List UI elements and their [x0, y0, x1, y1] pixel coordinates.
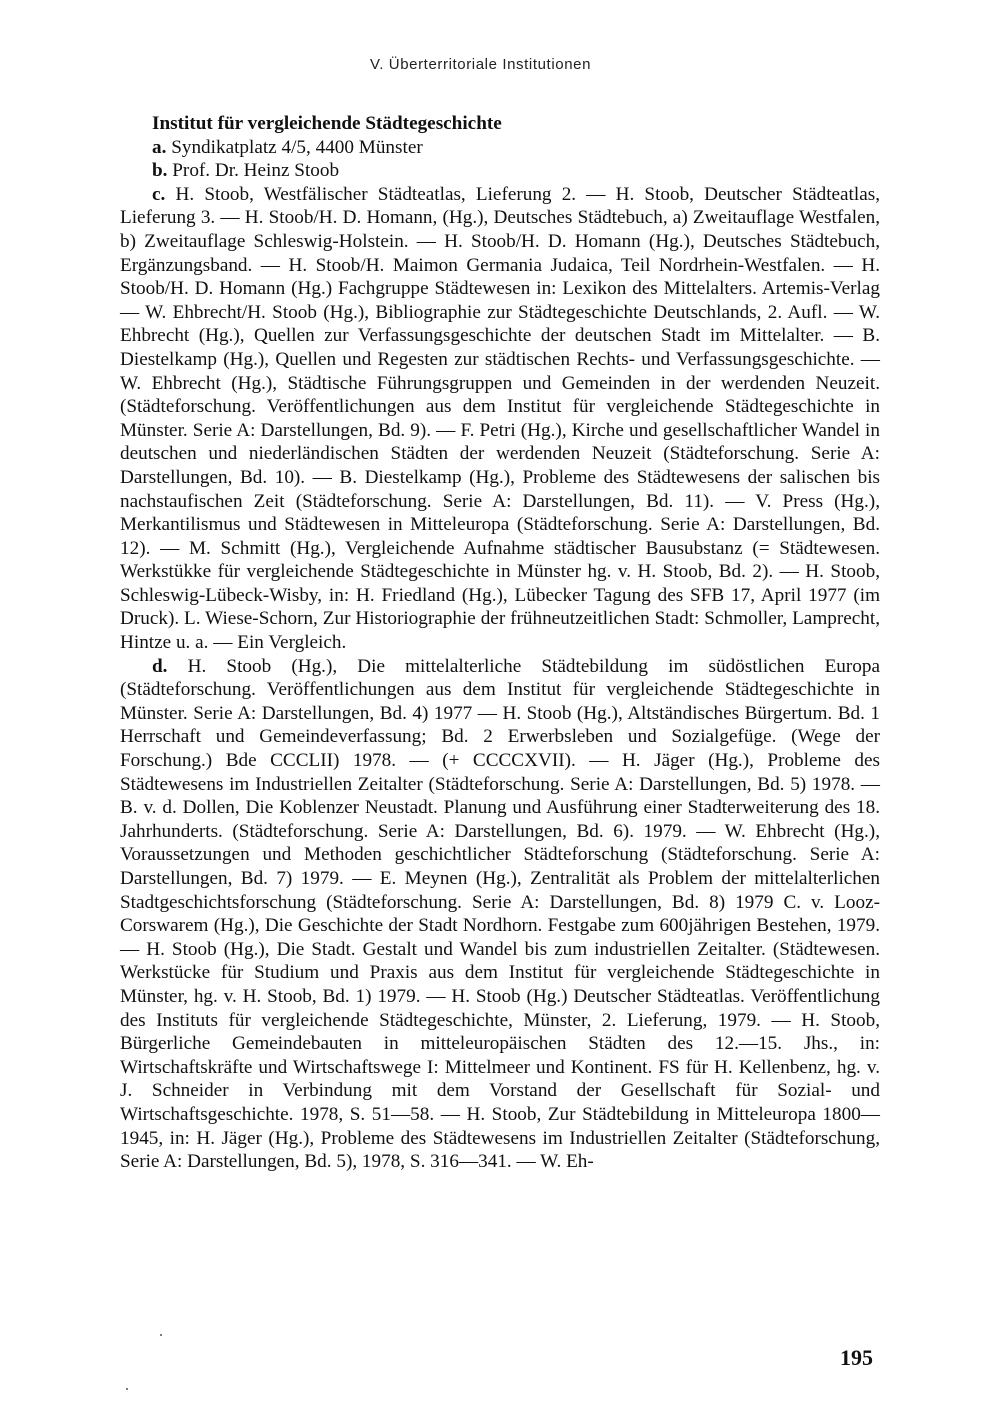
- print-speck: [126, 1388, 128, 1390]
- item-label-c: c.: [152, 183, 166, 205]
- item-label-d: d.: [152, 655, 168, 677]
- director-text: Prof. Dr. Heinz Stoob: [172, 160, 340, 182]
- publications-text: H. Stoob (Hg.), Die mittelalterliche Städtebildung im südöstlichen Europa (Städteforschung. Veröffentlichungen aus dem Institut für vergleichende Städtegeschichte in Münster. Serie A: Darstellungen, Bd. 4) 1977 — H. Stoob (Hg.), Altständisches Bürgertum. Bd. 1 Herrschaft und Gemeindeverfassung; Bd. 2 Erwerbsleben und Sozialgefüge. (Wege der Forschung.) Bde CCCLII) 1978. — (+ CCCCXVII). — H. Jäger (Hg.), Probleme des Städtewesens im Industriellen Zeitalter (Städteforschung. Serie A: Darstellungen, Bd. 5) 1978. — B. v. d. Dollen, Die Koblenzer Neustadt. Planung und Ausführung einer Stadterweiterung des 18. Jahrhunderts. (Städteforschung. Serie A: Darstellungen, Bd. 6). 1979. — W. Ehbrecht (Hg.), Voraussetzungen und Methoden geschichtlicher Städteforschung (Städteforschung. Serie A: Darstellungen, Bd. 7) 1979. — E. Meynen (Hg.), Zentralität als Problem der mittelalterlichen Stadtgeschichtsforschung (Städteforschung. Serie A: Darstellungen, Bd. 8) 1979 C. v. Looz-Corswarem (Hg.), Die Geschichte der Stadt Nordhorn. Festgabe zum 600jährigen Bestehen, 1979. — H. Stoob (Hg.), Die Stadt. Gestalt und Wandel bis zum industriellen Zeitalter. (Städtewesen. Werkstücke für Studium und Praxis aus dem Institut für vergleichende Städtegeschichte in Münster, hg. v. H. Stoob, Bd. 1) 1979. — H. Stoob (Hg.) Deutscher Städteatlas. Veröffentlichung des Instituts für vergleichende Städtegeschichte, Münster, 2. Lieferung, 1979. — H. Stoob, Bürgerliche Gemeindebauten in mitteleuropäischen Städten des 12.—15. Jhs., in: Wirtschaftskräfte und Wirtschaftswege I: Mittelmeer und Kontinent. FS für H. Kellenbenz, hg. v. J. Schneider in Verbindung mit dem Vorstand der Gesellschaft für Sozial- und Wirtschaftsgeschichte. 1978, S. 51—58. — H. Stoob, Zur Städtebildung in Mitteleuropa 1800—1945, in: H. Jäger (Hg.), Probleme des Städtewesens im Industriellen Zeitalter (Städteforschung, Serie A: Darstellungen, Bd. 5), 1978, S. 316—341. — W. Eh-: [120, 655, 880, 1173]
- entry-director: [120, 159, 880, 183]
- entry-title: Institut für vergleichende Städtegeschichte: [152, 113, 502, 134]
- entry-body: [120, 112, 880, 1174]
- item-label-b: b.: [152, 160, 168, 182]
- running-head: V. Überterritoriale Institutionen: [370, 56, 592, 73]
- page-number: 195: [840, 1345, 873, 1370]
- projects-text: H. Stoob, Westfälischer Städteatlas, Lieferung 2. — H. Stoob, Deutscher Städteatlas, Lieferung 3. — H. Stoob/H. D. Homann, (Hg.), Deutsches Städtebuch, a) Zweitauflage Westfalen, b) Zweitauflage Schleswig-Holstein. — H. Stoob/H. D. Homann (Hg.), Deutsches Städtebuch, Ergänzungsband. — H. Stoob/H. Maimon Germania Judaica, Teil Nordrhein-Westfalen. — H. Stoob/H. D. Homann (Hg.) Fachgruppe Städtewesen in: Lexikon des Mittelalters. Artemis-Verlag — W. Ehbrecht/H. Stoob (Hg.), Bibliographie zur Städtegeschichte Deutschlands, 2. Aufl. — W. Ehbrecht (Hg.), Quellen zur Verfassungsgeschichte der deutschen Stadt im Mittelalter. — B. Diestelkamp (Hg.), Quellen und Regesten zur städtischen Rechts- und Verfassungsgeschichte. — W. Ehbrecht (Hg.), Städtische Führungsgruppen und Gemeinden in der werdenden Neuzeit. (Städteforschung. Veröffentlichungen aus dem Institut für vergleichende Städtegeschichte in Münster. Serie A: Darstellungen, Bd. 9). — F. Petri (Hg.), Kirche und gesellschaftlicher Wandel in deutschen und niederländischen Städten der werdenden Neuzeit (Städteforschung. Serie A: Darstellungen, Bd. 10). — B. Diestelkamp (Hg.), Probleme des Städtewesens der salischen bis nachstaufischen Zeit (Städteforschung. Serie A: Darstellungen, Bd. 11). — V. Press (Hg.), Merkantilismus und Städtewesen in Mitteleuropa (Städteforschung. Serie A: Darstellungen, Bd. 12). — M. Schmitt (Hg.), Vergleichende Aufnahme städtischer Bausubstanz (= Städtewesen. Werkstükke für vergleichende Städtegeschichte in Münster hg. v. H. Stoob, Bd. 2). — H. Stoob, Schleswig-Lübeck-Wisby, in: H. Friedland (Hg.), Lübecker Tagung des SFB 17, April 1977 (im Druck). L. Wiese-Schorn, Zur Historiographie der frühneutzeitlichen Stadt: Schmoller, Lamprecht, Hintze u. a. — Ein Vergleich.: [120, 183, 881, 654]
- address-text: Syndikatplatz 4/5, 4400 Münster: [171, 136, 423, 158]
- entry-address: [120, 136, 880, 160]
- entry-publications: [120, 655, 880, 1174]
- item-label-a: a.: [152, 136, 167, 158]
- entry-projects: [120, 183, 880, 655]
- print-speck: [160, 1334, 162, 1336]
